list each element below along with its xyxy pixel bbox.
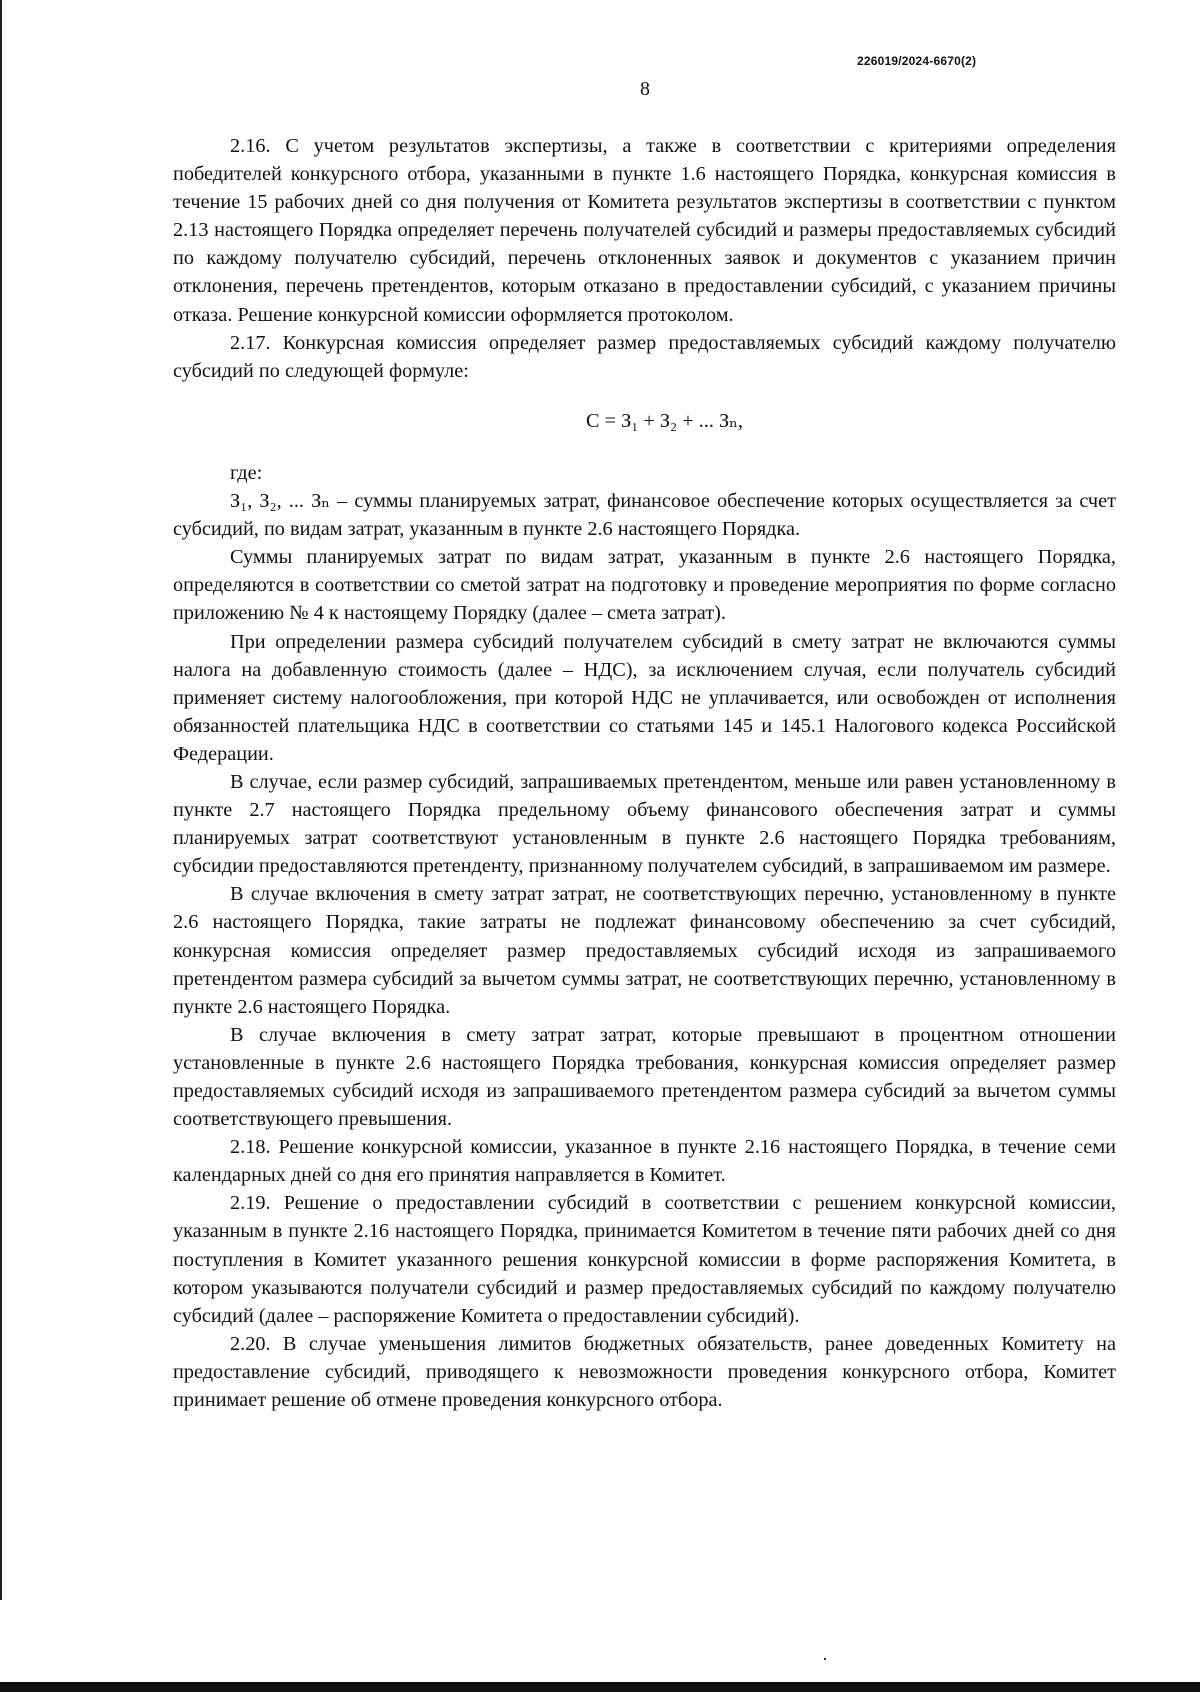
page-number: 8 bbox=[640, 78, 650, 100]
scan-speck bbox=[824, 1658, 826, 1660]
paragraph-vat: При определении размера субсидий получателем субсидий в смету затрат не включаются суммы налога на добавленную стоимость (далее – НДС), за исключением случая, если получатель субсидий применяет систему налогообложения, при которой НДС не уплачивается, или освобожден от исполнения обязанностей плательщика НДС в соответствии со статьями 145 и 145.1 Налогового кодекса Российской Федерации. bbox=[173, 630, 1116, 765]
paragraph-planned-costs: Суммы планируемых затрат по видам затрат, указанным в пункте 2.6 настоящего Порядка, определяются в соответствии со сметой затрат на подготовку и проведение мероприятия по форме согласно приложению № 4 к настоящему Порядку (далее – смета затрат). bbox=[173, 546, 1116, 625]
scan-left-edge bbox=[0, 0, 2, 1600]
paragraph-requested-amount: В случае, если размер субсидий, запрашиваемых претендентом, меньше или равен установленному в пункте 2.7 настоящего Порядка предельному объему финансового обеспечения затрат и суммы планируемых затрат соответствуют установленным в пункте 2.6 настоящего Порядка требованиям, субсидии предоставляются претенденту, признанному получателем субсидий, в запрашиваемом им размере. bbox=[173, 770, 1116, 878]
document-id: 226019/2024-6670(2) bbox=[857, 54, 977, 68]
paragraph-2-17: 2.17. Конкурсная комиссия определяет размер предоставляемых субсидий каждому получателю субсидий по следующей формуле: bbox=[173, 331, 1116, 382]
paragraph-nonconforming-costs: В случае включения в смету затрат затрат, не соответствующих перечню, установленному в пункте 2.6 настоящего Порядка, такие затраты не подлежат финансовому обеспечению за счет субсидий, конкурсная комиссия определяет размер предоставляемых субсидий исходя из запрашиваемого претендентом размера субсидий за вычетом суммы затрат, не соответствующих перечню, установленному в пункте 2.6 настоящего Порядка. bbox=[173, 883, 1116, 1018]
formula-where-label: где: bbox=[230, 461, 263, 484]
paragraph-2-18: 2.18. Решение конкурсной комиссии, указанное в пункте 2.16 настоящего Порядка, в течение семи календарных дней со дня его принятия направляется в Комитет. bbox=[173, 1136, 1116, 1187]
paragraph-formula-terms: З₁, З₂, ... Зₙ – суммы планируемых затрат, финансовое обеспечение которых осуществляется за счет субсидий, по видам затрат, указанным в пункте 2.6 настоящего Порядка. bbox=[173, 490, 1116, 541]
paragraph-2-16: 2.16. С учетом результатов экспертизы, а также в соответствии с критериями определения победителей конкурсного отбора, указанными в пункте 1.6 настоящего Порядка, конкурсная комиссия в течение 15 рабочих дней со дня получения от Комитета результатов экспертизы в соответствии с пунктом 2.13 настоящего Порядка определяет перечень получателей субсидий и размеры предоставляемых субсидий по каждому получателю субсидий, перечень отклоненных заявок и документов с указанием причин отклонения, перечень претендентов, которым отказано в предоставлении субсидий, с указанием причины отказа. Решение конкурсной комиссии оформляется протоколом. bbox=[173, 135, 1116, 326]
subsidy-formula: С = З₁ + З₂ + ... Зₙ, bbox=[585, 409, 743, 432]
paragraph-2-19: 2.19. Решение о предоставлении субсидий в соответствии с решением конкурсной комиссии, указанным в пункте 2.16 настоящего Порядка, принимается Комитетом в течение пяти рабочих дней со дня поступления в Комитет указанного решения конкурсной комиссии в форме распоряжения Комитета, в котором указываются получатели субсидий и размер предоставляемых субсидий по каждому получателю субсидий (далее – распоряжение Комитета о предоставлении субсидий). bbox=[173, 1192, 1116, 1327]
paragraph-excess-costs: В случае включения в смету затрат затрат, которые превышают в процентном отношении установленные в пункте 2.6 настоящего Порядка требования, конкурсная комиссия определяет размер предоставляемых субсидий исходя из запрашиваемого претендентом размера субсидий за вычетом суммы соответствующего превышения. bbox=[173, 1023, 1116, 1131]
document-body bbox=[173, 132, 1116, 1414]
paragraph-2-20: 2.20. В случае уменьшения лимитов бюджетных обязательств, ранее доведенных Комитету на предоставление субсидий, приводящего к невозможности проведения конкурсного отбора, Комитет принимает решение об отмене проведения конкурсного отбора. bbox=[173, 1332, 1116, 1412]
scan-bottom-edge bbox=[0, 1682, 1200, 1692]
